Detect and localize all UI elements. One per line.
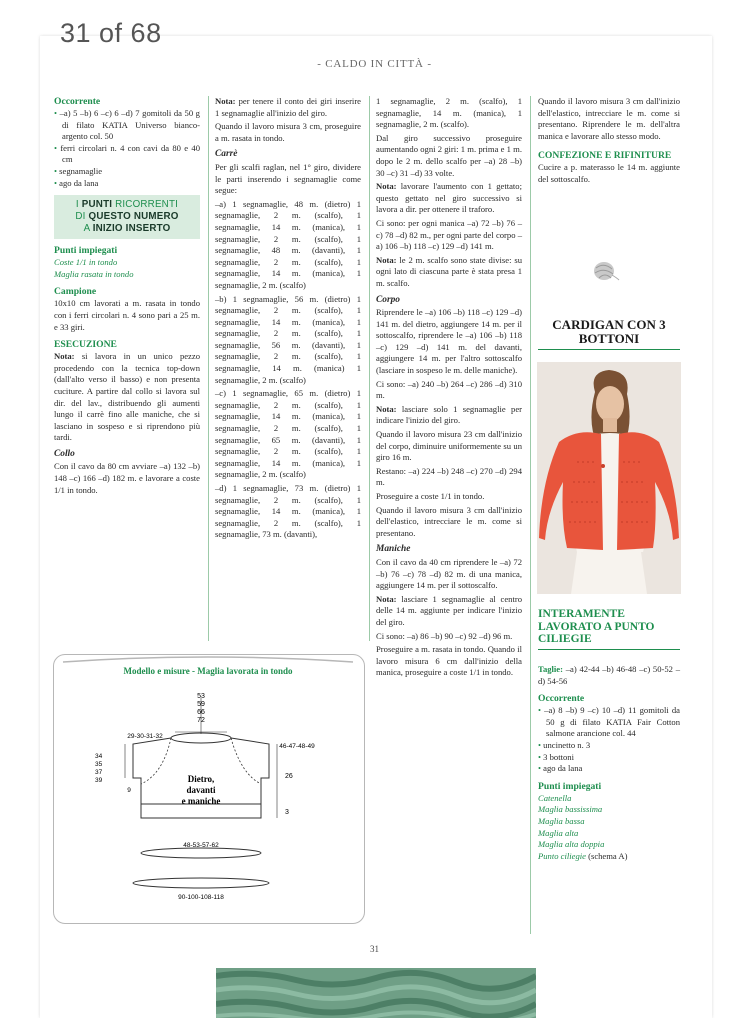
- paragraph: Ci sono: –a) 86 –b) 90 –c) 92 –d) 96 m.: [376, 630, 513, 641]
- stitch-suffix: (schema A): [585, 850, 628, 861]
- paragraph: Quando il lavoro misura 3 cm dall'inizio dell'elastico, intrecciare le m. come si presentano. Riprendere le m. dell'altra manica e lavorare allo stesso modo.: [538, 96, 680, 141]
- body-label: Dietro,: [187, 774, 215, 784]
- recurring-stitches-callout: [54, 195, 200, 239]
- punti-heading: Punti impiegati: [538, 780, 602, 792]
- corpo-text: Riprendere le –a) 106 –b) 118 –c) 129 –d) 141 m. del dietro, aggiungere 14 m. per il sottoscalfo, riprendere le –a) 106 –b) 118 –c) 129 –d) 141 m. del davanti, aggiungere 14 m. per l'altro sottoscalfo (lasciare in sospeso le m. delle maniche).: [376, 307, 522, 376]
- armhole-label: 37: [95, 769, 103, 776]
- carre-heading: Carrè: [215, 149, 238, 160]
- neck-width-label: 29-30-31-32: [127, 733, 163, 740]
- occorrente-heading: Occorrente: [538, 693, 585, 705]
- nota-paragraph: [376, 594, 522, 629]
- body-label: davanti: [186, 785, 216, 795]
- callout-text: INIZIO INSERTO: [92, 223, 171, 235]
- list-item: • uncinetto n. 3: [538, 740, 680, 752]
- maniche-heading: Maniche: [376, 544, 411, 555]
- nota-paragraph: [376, 255, 522, 290]
- nota-text: per tenere il conto dei giri inserire 1 segnamaglie all'inizio del giro.: [215, 96, 361, 118]
- armhole-label: 35: [95, 761, 103, 768]
- schematic-title: Modello e misure - Maglia lavorata in tondo: [123, 666, 293, 676]
- page-counter: 31 of 68: [60, 18, 162, 48]
- corpo-heading: Corpo: [376, 294, 400, 305]
- pattern-title: CARDIGAN CON 3 BOTTONI: [538, 318, 680, 350]
- armhole-label: 39: [95, 777, 103, 784]
- paragraph: Ci sono: per ogni manica –a) 72 –b) 76 –c) 78 –d) 82 m., per ogni parte del corpo –a) 106 –b) 118 –c) 129 –d) 141 m.: [376, 217, 522, 252]
- yoke-depth-label: 46-47-48-49: [279, 743, 315, 750]
- list-item: • segnamaglie: [54, 166, 200, 178]
- maniche-text: Con il cavo da 40 cm riprendere le –a) 72 –b) 76 –c) 78 –d) 82 m. di una manica, aggiungere 14 m. per il sottoscalfo.: [376, 556, 522, 591]
- nota-label: Nota:: [376, 593, 397, 604]
- list-item: • –a) 5 –b) 6 –c) 6 –d) 7 gomitoli da 50 g di filato KATIA Universo bianco-argento col. 50: [54, 108, 200, 143]
- paragraph: Quando il lavoro misura 23 cm dall'inizio del corpo, diminuire uniformemente su un giro 16 m.: [376, 429, 522, 463]
- column-4: [538, 96, 680, 188]
- stitch-item: Maglia alta: [538, 827, 579, 838]
- neck-circ-label: 66: [197, 709, 205, 716]
- column-divider: [530, 96, 531, 934]
- paragraph: Proseguire a m. rasata in tondo. Quando il lavoro misura 6 cm dall'inizio della manica, proseguire a coste 1/1 in tondo.: [376, 644, 522, 678]
- collo-text: Con il cavo da 80 cm avviare –a) 132 –b) 148 –c) 166 –d) 182 m. e lavorare a coste 1/1 in tondo.: [54, 461, 200, 495]
- rib-height-label: 3: [285, 809, 289, 816]
- materials-list: [54, 108, 200, 189]
- body-label: e maniche: [181, 796, 221, 806]
- neck-circ-label: 72: [197, 717, 205, 724]
- sleeve-width-label: 9: [127, 787, 131, 794]
- marker-sequence-a: –a) 1 segnamaglie, 48 m. (dietro) 1 segnamaglie, 2 m. (scalfo), 1 segnamaglie, 14 m. (manica), 1 segnamaglie, 2 m. (scalfo), 1 segnamaglie, 48 m. (davanti), 1 segnamaglie, 2 m. (scalfo), 1 segnamaglie, 14 m. (manica), 1 segnamaglie, 2 m. (scalfo): [215, 198, 361, 290]
- callout-text: QUESTO NUMERO: [88, 211, 179, 223]
- stitch-item: [538, 851, 680, 863]
- paragraph: Dal giro successivo proseguire aumentando ogni 2 giri: 1 m. prima e 1 m. dopo le 2 m. dello scalfo per –a) 28 –b) 30 –c) 31 –d) 33 volte.: [376, 132, 522, 178]
- garment-schematic: [53, 654, 363, 922]
- occorrente-heading: Occorrente: [54, 96, 101, 107]
- carre-text: Per gli scalfi raglan, nel 1° giro, dividere le parti inserendo i segnamaglie come segue:: [215, 161, 361, 196]
- campione-text: 10x10 cm lavorati a m. rasata in tondo con i ferri circolari n. 4 sono pari a 25 m. e 33 giri.: [54, 298, 200, 332]
- paragraph: Quando il lavoro misura 3 cm dall'inizio dell'elastico, intrecciare le m. come si presentano.: [376, 504, 522, 538]
- confezione-text: Cucire a p. materasso le 14 m. aggiunte del sottoscalfo.: [538, 162, 680, 184]
- callout-text: I: [75, 199, 82, 211]
- stitch-item: Catenella: [538, 792, 572, 803]
- yarn-ball-icon: [590, 258, 620, 282]
- paragraph: 1 segnamaglie, 2 m. (scalfo), 1 segnamaglie, 14 m. (manica), 1 segnamaglie, 2 m. (scalfo).: [376, 96, 522, 130]
- nota-paragraph: [376, 404, 522, 427]
- corpo-count: Ci sono: –a) 240 –b) 264 –c) 286 –d) 310 m.: [376, 378, 522, 401]
- list-item: • –a) 8 –b) 9 –c) 10 –d) 11 gomitoli da 50 g di filato KATIA Fair Cotton salmone arancione col. 44: [538, 705, 680, 740]
- column-4-details: [538, 664, 680, 862]
- paragraph: Restano: –a) 224 –b) 248 –c) 270 –d) 294 m.: [376, 465, 522, 488]
- column-divider: [208, 96, 209, 641]
- nota-text: lasciare solo 1 segnamaglie per indicare l'inizio del giro.: [376, 403, 522, 426]
- nota-label: Nota:: [376, 254, 397, 265]
- marker-sequence-c: –c) 1 segnamaglie, 65 m. (dietro) 1 segnamaglie, 2 m. (scalfo), 1 segnamaglie, 14 m. (manica), 1 segnamaglie, 2 m. (scalfo), 1 segnamaglie, 65 m. (davanti), 1 segnamaglie, 2 m. (scalfo), 1 segnamaglie, 14 m. (manica), 1 segnamaglie, 2 m. (scalfo): [215, 388, 361, 480]
- callout-text: PUNTI: [81, 199, 113, 211]
- nota-paragraph: [54, 351, 200, 444]
- bottom-circ-label: 90-100-108-118: [178, 894, 224, 901]
- marker-sequence-b: –b) 1 segnamaglie, 56 m. (dietro) 1 segnamaglie, 2 m. (scalfo), 1 segnamaglie, 14 m. (manica), 1 segnamaglie, 2 m. (scalfo), 1 segnamaglie, 56 m. (davanti), 1 segnamaglie, 2 m. (scalfo), 1 segnamaglie, 14 m. (manica) 1 segnamaglie, 2 m. (scalfo): [215, 293, 361, 385]
- nota-label: Nota:: [215, 96, 236, 106]
- campione-heading: Campione: [54, 286, 97, 298]
- nota-label: Nota:: [376, 181, 397, 192]
- running-head: - CALDO IN CITTÀ -: [317, 58, 432, 70]
- collo-heading: Collo: [54, 448, 75, 459]
- materials-list: [538, 705, 680, 775]
- page-number: 31: [370, 944, 379, 954]
- esecuzione-heading: ESECUZIONE: [54, 339, 117, 351]
- body-length-label: 26: [285, 773, 293, 780]
- pattern-subtitle: INTERAMENTE LAVORATO A PUNTO CILIEGIE: [538, 608, 680, 650]
- stitch-name: Punto ciliegie: [538, 850, 586, 861]
- list-item: • ago da lana: [538, 763, 680, 775]
- armhole-label: 34: [95, 753, 103, 760]
- paragraph: Quando il lavoro misura 3 cm, proseguire a m. rasata in tondo.: [215, 121, 361, 143]
- list-item: • 3 bottoni: [538, 752, 680, 764]
- sizes-label: Taglie:: [538, 664, 563, 674]
- list-item: • ferri circolari n. 4 con cavi da 80 e 40 cm: [54, 143, 200, 166]
- stitch-item: Maglia bassissima: [538, 804, 603, 815]
- paragraph: Proseguire a coste 1/1 in tondo.: [376, 491, 485, 501]
- callout-text: A: [83, 223, 93, 235]
- confezione-heading: CONFEZIONE E RIFINITURE: [538, 150, 672, 162]
- callout-text: DI: [75, 211, 89, 223]
- column-3: [376, 96, 522, 936]
- column-divider: [369, 96, 370, 641]
- stitch-item: Maglia rasata in tondo: [54, 268, 134, 279]
- nota-label: Nota:: [54, 351, 75, 362]
- nota-text: lasciare 1 segnamaglie al centro delle 14 m. aggiunte per indicare l'inizio del giro.: [376, 593, 522, 627]
- model-photo: [537, 362, 681, 594]
- stitch-item: Maglia alta doppia: [538, 839, 605, 850]
- nota-text: lavorare l'aumento con 1 gettato; questo gettato nel giro successivo si lavora a dir. per ottenere il traforo.: [376, 181, 522, 215]
- knit-texture-photo: [216, 968, 536, 1018]
- neck-circ-label: 59: [197, 701, 205, 708]
- nota-paragraph: [215, 96, 361, 119]
- stitch-item: Coste 1/1 in tondo: [54, 257, 118, 268]
- punti-heading: Punti impiegati: [54, 245, 118, 257]
- stitch-item: Maglia bassa: [538, 815, 585, 826]
- nota-text: le 2 m. scalfo sono state divise: su ogni lato di ciascuna parte è stata presa 1 m. scalfo.: [376, 254, 522, 288]
- column-1: [54, 96, 200, 498]
- column-2: [215, 96, 361, 543]
- neck-circ-label: 53: [197, 693, 205, 700]
- callout-text: RICORRENTI: [112, 199, 179, 211]
- marker-sequence-d: –d) 1 segnamaglie, 73 m. (dietro) 1 segnamaglie, 2 m. (scalfo), 1 segnamaglie, 14 m. (manica), 1 segnamaglie, 2 m. (scalfo), 1 segnamaglie, 73 m. (davanti),: [215, 483, 361, 540]
- nota-paragraph: [376, 181, 522, 216]
- sizes-text: [538, 664, 680, 687]
- hem-width-label: 48-53-57-62: [183, 842, 219, 849]
- nota-label: Nota:: [376, 403, 397, 414]
- sizes-values: –a) 42-44 –b) 46-48 –c) 50-52 –d) 54-56: [538, 664, 680, 686]
- list-item: • ago da lana: [54, 178, 200, 190]
- nota-text: si lavora in un unico pezzo procedendo con la tecnica top-down (dall'alto verso il basso) e non presenta cuciture. A partire dal collo si lavora sul dir. del lav., distribuendo gli aumenti lungo il carrè fino alle maniche, che si lasciano in sospeso e si riprendono più tardi.: [54, 351, 200, 443]
